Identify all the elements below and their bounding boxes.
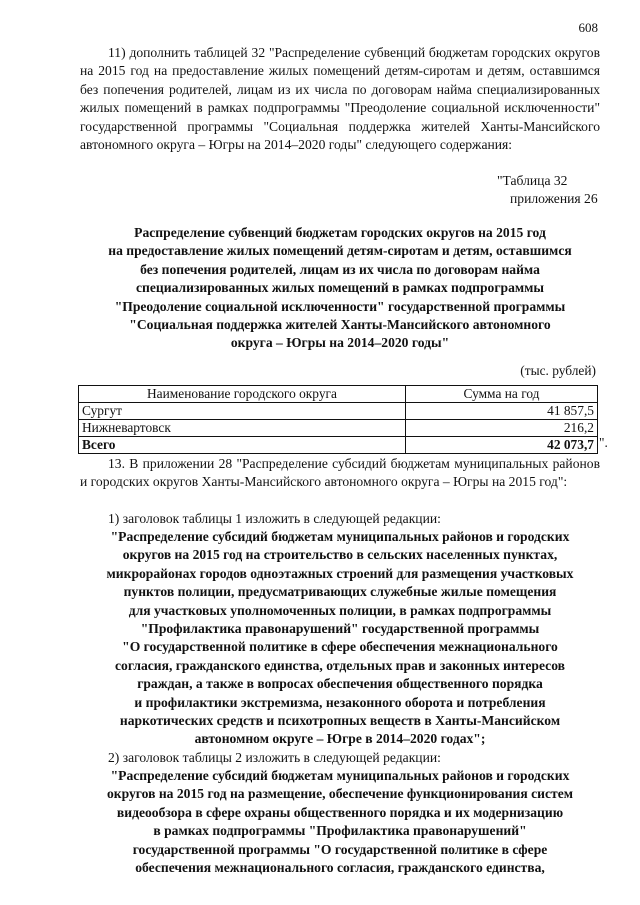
total-label: Всего — [79, 437, 406, 454]
heading-line: видеообзора в сфере охраны общественного порядка и их модернизацию — [116, 804, 564, 820]
heading-line: наркотических средств и психотропных веществ в Ханты-Мансийском — [119, 713, 561, 729]
table-closing-quote: ". — [599, 435, 608, 450]
district-name: Нижневартовск — [79, 420, 406, 437]
heading-line: и профилактики экстремизма, незаконного оборота и потребления — [134, 694, 546, 710]
heading-line: округов на 2015 год на строительство в сельских населенных пунктах, — [122, 547, 558, 563]
heading-line: на предоставление жилых помещений детям-сиротам и детям, оставшимся — [108, 243, 572, 259]
paragraph-13: 13. В приложении 28 "Распределение субсидий бюджетам муниципальных районов и городских округов Ханты-Мансийского автономного округа – Югры на 2015 год": — [80, 456, 600, 490]
heading-line: граждан, а также в вопросах обеспечения общественного порядка — [137, 676, 543, 692]
heading-line: обеспечения межнационального согласия, гражданского единства, — [135, 860, 545, 876]
heading-line: без попечения родителей, лицам из их числа по договорам найма — [140, 261, 540, 277]
heading-line: государственной программы "О государственной политике в сфере — [132, 841, 548, 857]
heading-line: автономном округе – Югре в 2014–2020 годах"; — [194, 731, 486, 747]
heading-line: для участковых уполномоченных полиции, в рамках подпрограммы — [128, 602, 552, 618]
heading-line: согласия, гражданского единства, отдельных прав и законных интересов — [115, 657, 565, 673]
paragraph-11: 11) дополнить таблицей 32 "Распределение субвенций бюджетам городских округов на 2015 год на предоставление жилых помещений детям-сиротам и детям, оставшимся без попечения родителей, лицам из их числа по договорам найма специализированных жилых помещений в рамках подпрограммы "Преодоление социальной исключенности" государственной программы "Социальная поддержка жителей Ханты-Мансийского автономного округа – Югры на 2014–2020 годы" следующего содержания: — [80, 45, 600, 153]
column-header-district: Наименование городского округа — [79, 386, 406, 403]
heading-line: округов на 2015 год на размещение, обеспечение функционирования систем — [107, 786, 573, 802]
table-2-new-heading — [70, 767, 610, 877]
table-1-new-heading — [70, 528, 610, 749]
table-reference-line-1: "Таблица 32 — [497, 173, 568, 188]
column-header-sum: Сумма на год — [405, 386, 597, 403]
heading-line: микрорайонах городов одноэтажных строений для размещения участковых — [106, 565, 574, 581]
heading-line: в рамках подпрограммы "Профилактика правонарушений" — [153, 823, 527, 839]
units-label: (тыс. рублей) — [520, 363, 596, 378]
heading-line: "Профилактика правонарушений" государственной программы — [140, 621, 540, 637]
heading-line: "О государственной политике в сфере обеспечения межнационального — [122, 639, 558, 655]
heading-line: "Распределение субсидий бюджетам муниципальных районов и городских — [110, 768, 570, 783]
item-1: 1) заголовок таблицы 1 изложить в следующей редакции: — [108, 511, 441, 526]
page-number: 608 — [578, 20, 598, 35]
table-row — [79, 420, 598, 437]
table-reference-line-2: приложения 26 — [510, 191, 598, 206]
district-name: Сургут — [79, 403, 406, 420]
heading-line: округа – Югры на 2014–2020 годы" — [230, 335, 450, 351]
table-header-row — [79, 386, 598, 403]
subvention-table — [78, 385, 598, 454]
heading-line: "Распределение субсидий бюджетам муниципальных районов и городских — [110, 529, 570, 544]
item-2: 2) заголовок таблицы 2 изложить в следующей редакции: — [108, 750, 441, 765]
district-sum: 216,2 — [405, 420, 597, 437]
total-sum: 42 073,7 — [405, 437, 597, 454]
heading-line: "Преодоление социальной исключенности" государственной программы — [114, 298, 566, 314]
heading-line: Распределение субвенций бюджетам городских округов на 2015 год — [134, 225, 546, 240]
heading-line: "Социальная поддержка жителей Ханты-Мансийского автономного — [129, 317, 551, 333]
heading-line: специализированных жилых помещений в рамках подпрограммы — [136, 280, 544, 296]
district-sum: 41 857,5 — [405, 403, 597, 420]
table-total-row — [79, 437, 598, 454]
table-heading — [70, 224, 610, 353]
heading-line: пунктов полиции, предусматривающих служебные жилые помещения — [123, 584, 557, 600]
table-row — [79, 403, 598, 420]
